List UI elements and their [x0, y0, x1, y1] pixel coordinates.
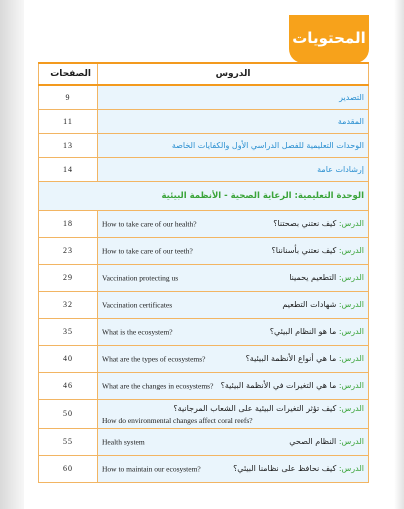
table-header-row	[39, 63, 369, 85]
lesson-label: الدرس:	[338, 403, 364, 413]
lesson-label: الدرس:	[338, 464, 364, 473]
lesson-title-ar: الدرس: كيف نعتني بأسناننا؟	[271, 246, 364, 255]
page-gutter-shadow	[0, 0, 24, 509]
lesson-label: الدرس:	[338, 273, 364, 282]
entry-title: التصدير	[339, 92, 364, 102]
page-number: 13	[39, 133, 98, 157]
lesson-row[interactable]	[39, 237, 369, 264]
entry-title: الوحدات التعليمية للفصل الدراسي الأول والكفايات الخاصة	[171, 140, 364, 150]
unit-title: الوحدة التعليمية: الرعاية الصحية - الأنظمة البيئية	[161, 190, 364, 201]
pages-column-header: الصفحات	[39, 63, 98, 85]
lesson-title-ar: الدرس: ما هو النظام البيئي؟	[269, 327, 364, 336]
entry-title: المقدمة	[337, 116, 364, 126]
lesson-title-en: What are the changes in ecosystems?	[102, 381, 214, 390]
lesson-label: الدرس:	[338, 219, 364, 228]
lesson-title-en: Health system	[102, 437, 145, 446]
page-title: المحتويات	[292, 29, 366, 47]
lesson-label: الدرس:	[338, 381, 364, 390]
toc-row[interactable]	[39, 133, 369, 157]
lesson-label: الدرس:	[338, 300, 364, 309]
lesson-row[interactable]	[39, 264, 369, 291]
lesson-row[interactable]	[39, 428, 369, 455]
lesson-label: الدرس:	[338, 327, 364, 336]
lesson-label: الدرس:	[338, 437, 364, 446]
lesson-row[interactable]	[39, 345, 369, 372]
page-number: 29	[39, 264, 98, 291]
lesson-title-ar: الدرس: ما هي التغيرات في الأنظمة البيئية؟	[220, 381, 364, 390]
toc-row[interactable]	[39, 85, 369, 109]
lesson-title-en: What are the types of ecosystems?	[102, 354, 206, 363]
lesson-row[interactable]	[39, 455, 369, 482]
lesson-label: الدرس:	[338, 354, 364, 363]
lesson-row[interactable]	[39, 372, 369, 399]
unit-heading-row	[39, 181, 369, 210]
page-number: 23	[39, 237, 98, 264]
entry-title: إرشادات عامة	[317, 164, 364, 174]
page-number: 14	[39, 157, 98, 181]
toc-row[interactable]	[39, 109, 369, 133]
lesson-row[interactable]	[39, 318, 369, 345]
page-number: 9	[39, 85, 98, 109]
page-edge-shadow	[394, 0, 404, 509]
page-number: 55	[39, 428, 98, 455]
page-number: 46	[39, 372, 98, 399]
lesson-row[interactable]	[39, 291, 369, 318]
lesson-title-en: How to take care of our teeth?	[102, 246, 193, 255]
lesson-title-ar: الدرس: كيف نعتني بصحتنا؟	[273, 219, 364, 228]
lesson-title-ar: الدرس: كيف نحافظ على نظامنا البيئي؟	[233, 464, 364, 473]
lesson-label: الدرس:	[338, 246, 364, 255]
toc-row[interactable]	[39, 157, 369, 181]
lesson-title-en: How to take care of our health?	[102, 219, 197, 228]
contents-table	[38, 62, 369, 483]
lesson-row[interactable]	[39, 399, 369, 428]
page-number: 32	[39, 291, 98, 318]
lesson-row[interactable]	[39, 210, 369, 237]
lesson-title-ar: الدرس: كيف تؤثر التغيرات البيئية على الشعاب المرجانية؟	[173, 403, 364, 413]
lesson-title-ar: الدرس: شهادات التطعيم	[282, 300, 364, 309]
lesson-title-en: Vaccination certificates	[102, 300, 173, 309]
lesson-title-en: How to maintain our ecosystem?	[102, 464, 201, 473]
page-number: 40	[39, 345, 98, 372]
page-number: 18	[39, 210, 98, 237]
lesson-title-en: What is the ecosystem?	[102, 327, 173, 336]
page-number: 11	[39, 109, 98, 133]
lesson-title-ar: الدرس: التطعيم يحمينا	[289, 273, 364, 282]
lessons-column-header: الدروس	[98, 63, 369, 85]
lesson-title-ar: الدرس: ما هي أنواع الأنظمة البيئية؟	[245, 354, 364, 363]
lesson-title-en: Vaccination protecting us	[102, 273, 179, 282]
lesson-title-ar: الدرس: النظام الصحي	[289, 437, 364, 446]
page-number: 60	[39, 455, 98, 482]
page-number: 35	[39, 318, 98, 345]
page-number: 50	[39, 399, 98, 428]
lesson-title-en: How do environmental changes affect coral reefs?	[102, 415, 253, 425]
